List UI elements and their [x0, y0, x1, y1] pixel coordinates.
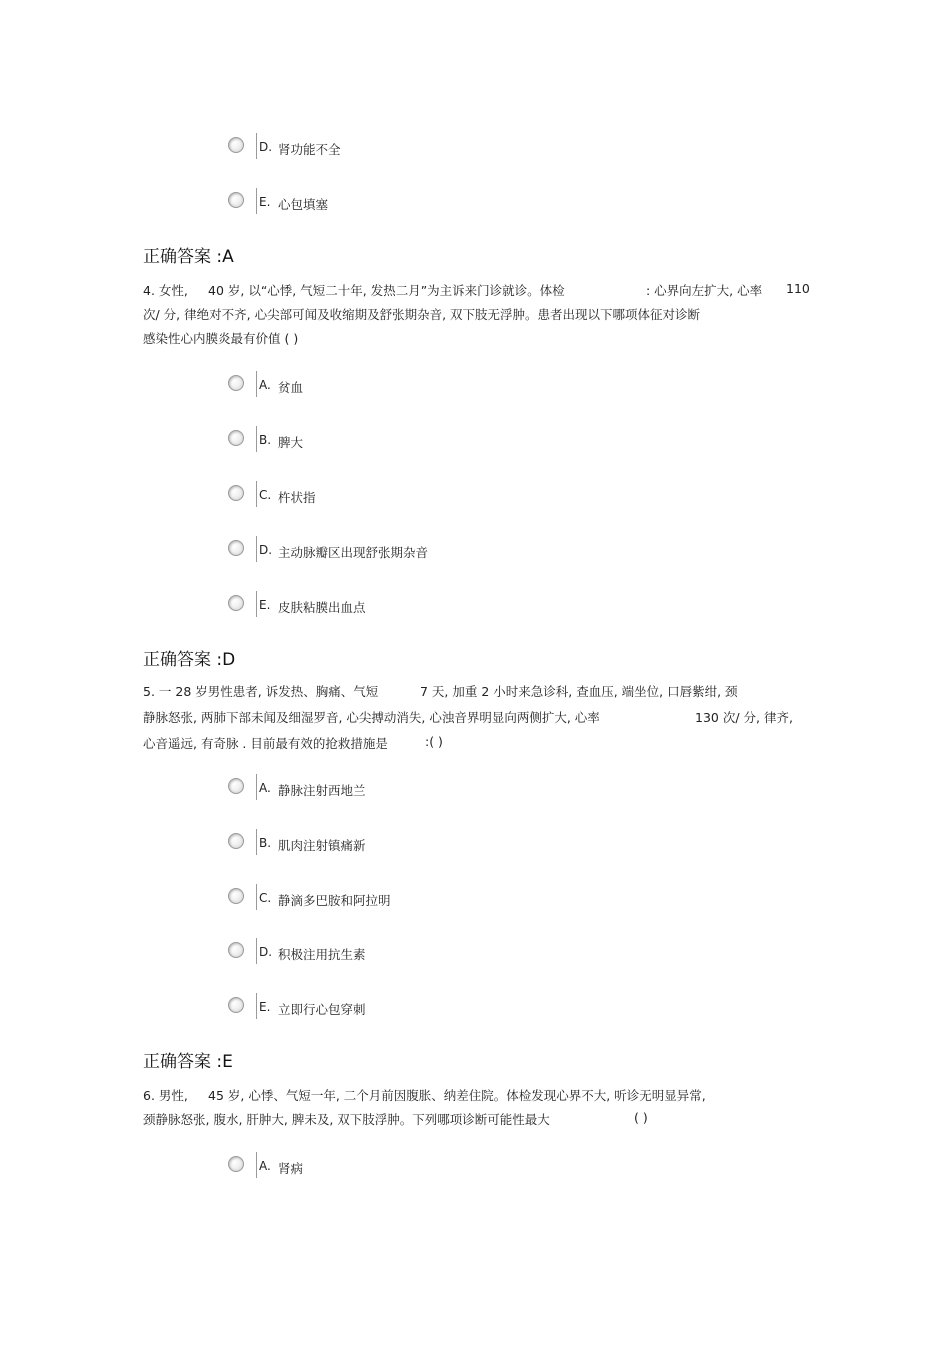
option-letter: A. — [259, 781, 271, 795]
option-text: 主动脉瓣区出现舒张期杂音 — [278, 545, 429, 560]
option-text: 立即行心包穿刺 — [278, 1002, 366, 1017]
q5-option-d[interactable] — [228, 942, 628, 970]
q4-line1-c: : 心界向左扩大, 心率 — [646, 283, 763, 298]
q5-line3-b: :( ) — [425, 734, 443, 749]
option-text: 杵状指 — [278, 490, 316, 505]
option-letter: D. — [259, 945, 273, 959]
radio-button[interactable] — [228, 778, 244, 794]
option-text: 静滴多巴胺和阿拉明 — [278, 893, 391, 908]
option-text: 贫血 — [278, 380, 304, 395]
divider — [256, 371, 257, 397]
q5-line1-b: 7 天, 加重 2 小时来急诊科, 查血压, 端坐位, 口唇紫绀, 颈 — [420, 684, 738, 699]
radio-button[interactable] — [228, 1156, 244, 1172]
q3-option-e[interactable] — [228, 192, 628, 220]
divider — [256, 884, 257, 910]
option-text: 肌肉注射镇痛新 — [278, 838, 366, 853]
q4-line3: 感染性心内膜炎最有价值 ( ) — [143, 331, 299, 346]
q5-option-b[interactable] — [228, 833, 628, 861]
option-text: 积极注用抗生素 — [278, 947, 366, 962]
radio-button[interactable] — [228, 540, 244, 556]
divider — [256, 426, 257, 452]
q5-option-c[interactable] — [228, 888, 628, 916]
q6-line2-a: 颈静脉怒张, 腹水, 肝肿大, 脾未及, 双下肢浮肿。下列哪项诊断可能性最大 — [143, 1112, 550, 1127]
radio-button[interactable] — [228, 942, 244, 958]
q4-option-a[interactable] — [228, 375, 628, 403]
option-letter: C. — [259, 488, 272, 502]
option-text: 心包填塞 — [278, 197, 329, 212]
q4-line1-a: 4. 女性, — [143, 283, 188, 298]
radio-button[interactable] — [228, 888, 244, 904]
q4-correct-answer: 正确答案 :D — [143, 650, 236, 670]
option-letter: D. — [259, 140, 273, 154]
radio-button[interactable] — [228, 375, 244, 391]
divider — [256, 1152, 257, 1178]
divider — [256, 481, 257, 507]
q4-line1-b: 40 岁, 以“心悸, 气短二十年, 发热二月”为主诉来门诊就诊。体检 — [208, 283, 565, 298]
option-text: 肾病 — [278, 1161, 304, 1176]
radio-button[interactable] — [228, 137, 244, 153]
radio-button[interactable] — [228, 430, 244, 446]
q4-option-b[interactable] — [228, 430, 628, 458]
q5-correct-answer: 正确答案 :E — [143, 1052, 233, 1072]
radio-button[interactable] — [228, 485, 244, 501]
q4-line1-d: 110 — [786, 281, 810, 296]
divider — [256, 536, 257, 562]
q5-option-a[interactable] — [228, 778, 628, 806]
q4-option-c[interactable] — [228, 485, 628, 513]
q4-option-e[interactable] — [228, 595, 628, 623]
option-letter: C. — [259, 891, 272, 905]
option-letter: E. — [259, 598, 271, 612]
divider — [256, 774, 257, 800]
q3-option-d[interactable] — [228, 137, 628, 165]
option-text: 脾大 — [278, 435, 304, 450]
q6-line1-b: 45 岁, 心悸、气短一年, 二个月前因腹胀、纳差住院。体检发现心界不大, 听诊无明显异常, — [208, 1088, 706, 1103]
divider — [256, 188, 257, 214]
divider — [256, 591, 257, 617]
option-letter: A. — [259, 1159, 271, 1173]
radio-button[interactable] — [228, 997, 244, 1013]
q6-line2-b: ( ) — [634, 1110, 648, 1125]
divider — [256, 829, 257, 855]
radio-button[interactable] — [228, 833, 244, 849]
q5-line2-a: 静脉怒张, 两肺下部未闻及细湿罗音, 心尖搏动消失, 心浊音界明显向两侧扩大, 心率 — [143, 710, 600, 725]
option-text: 皮肤粘膜出血点 — [278, 600, 366, 615]
q5-line1-a: 5. 一 28 岁男性患者, 诉发热、胸痛、气短 — [143, 684, 379, 699]
option-letter: D. — [259, 543, 273, 557]
option-text: 静脉注射西地兰 — [278, 783, 366, 798]
radio-button[interactable] — [228, 595, 244, 611]
q5-option-e[interactable] — [228, 997, 628, 1025]
q5-line2-b: 130 次/ 分, 律齐, — [695, 710, 793, 725]
q3-correct-answer: 正确答案 :A — [143, 247, 234, 267]
q4-line2: 次/ 分, 律绝对不齐, 心尖部可闻及收缩期及舒张期杂音, 双下肢无浮肿。患者出现以下哪项体征对诊断 — [143, 307, 701, 322]
option-letter: E. — [259, 195, 271, 209]
option-letter: E. — [259, 1000, 271, 1014]
divider — [256, 938, 257, 964]
divider — [256, 133, 257, 159]
option-text: 肾功能不全 — [278, 142, 341, 157]
option-letter: B. — [259, 836, 272, 850]
divider — [256, 993, 257, 1019]
q6-option-a[interactable] — [228, 1156, 628, 1184]
q6-line1-a: 6. 男性, — [143, 1088, 188, 1103]
option-letter: A. — [259, 378, 271, 392]
q5-line3-a: 心音遥远, 有奇脉 . 目前最有效的抢救措施是 — [143, 736, 388, 751]
option-letter: B. — [259, 433, 272, 447]
radio-button[interactable] — [228, 192, 244, 208]
q4-option-d[interactable] — [228, 540, 628, 568]
